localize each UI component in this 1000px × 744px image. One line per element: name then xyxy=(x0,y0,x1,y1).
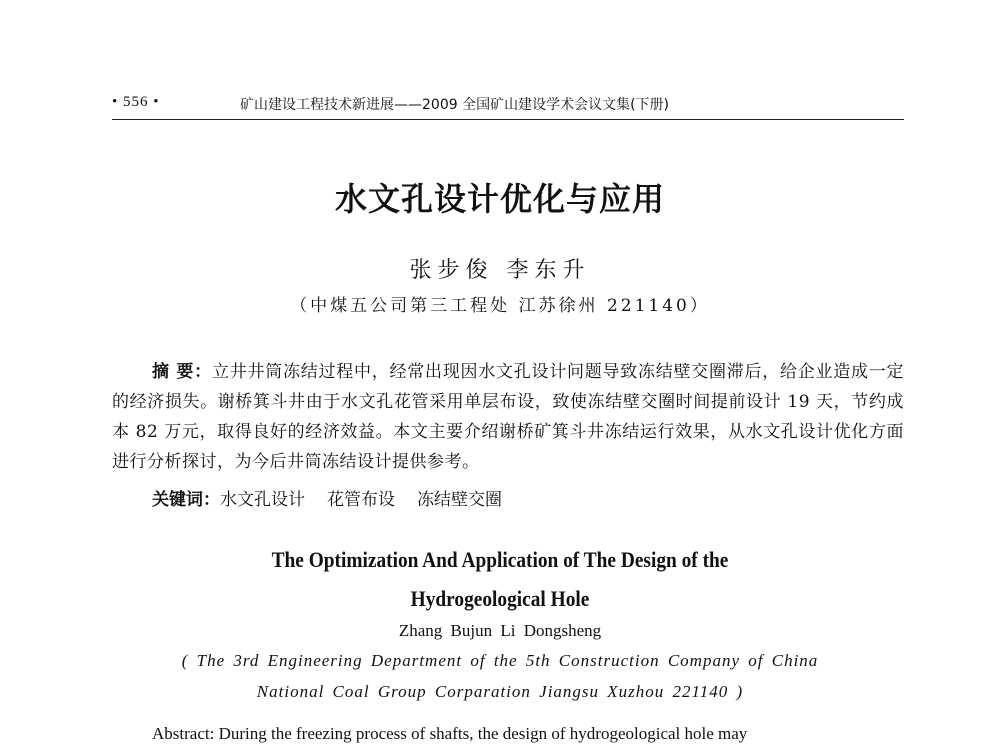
abstract-en-start: Abstract: During the freezing process of shafts, the design of hydrogeological hole may xyxy=(152,724,748,743)
affiliation-en-line1: ( The 3rd Engineering Department of the 5th Construction Company of China xyxy=(181,651,819,670)
keywords-cn xyxy=(152,485,524,510)
abstract-cn-label: 摘 要： xyxy=(152,362,212,382)
paper-title-en-line2: Hydrogeological Hole xyxy=(410,586,590,611)
abstract-en-cut-line xyxy=(152,720,904,743)
authors-en: Zhang Bujun Li Dongsheng xyxy=(398,621,602,640)
paper-title-cn: 水文孔设计优化与应用 xyxy=(334,180,665,218)
keyword-item: 冻结壁交圈 xyxy=(417,490,502,510)
keywords-cn-label: 关键词： xyxy=(152,490,220,510)
keyword-item: 水文孔设计 xyxy=(220,490,305,510)
header-rule xyxy=(112,119,904,120)
running-header xyxy=(112,92,904,116)
affiliation-en-line2: National Coal Group Corparation Jiangsu Xuzhou 221140 ) xyxy=(256,682,744,701)
affiliation-cn: （中煤五公司第三工程处 江苏徐州 221140） xyxy=(290,296,710,316)
page-number: • 556 • xyxy=(112,94,160,110)
journal-title: 矿山建设工程技术新进展——2009 全国矿山建设学术会议文集(下册) xyxy=(240,97,670,113)
keyword-item: 花管布设 xyxy=(327,490,395,510)
abstract-cn xyxy=(112,357,904,477)
authors-cn: 张步俊 李东升 xyxy=(409,258,591,283)
abstract-cn-text: 立井井筒冻结过程中，经常出现因水文孔设计问题导致冻结壁交圈滞后，给企业造成一定的经济损失。谢桥箕斗井由于水文孔花管采用单层布设，致使冻结壁交圈时间提前设计 19 天，节约成本 82 万元，取得良好的经济效益。本文主要介绍谢桥矿箕斗井冻结运行效果，从水文孔设计优化方面进行分析探讨，为今后井筒冻结设计提供参考。 xyxy=(112,362,905,472)
paper-title-en-line1: The Optimization And Application of The Design of the xyxy=(271,547,729,572)
